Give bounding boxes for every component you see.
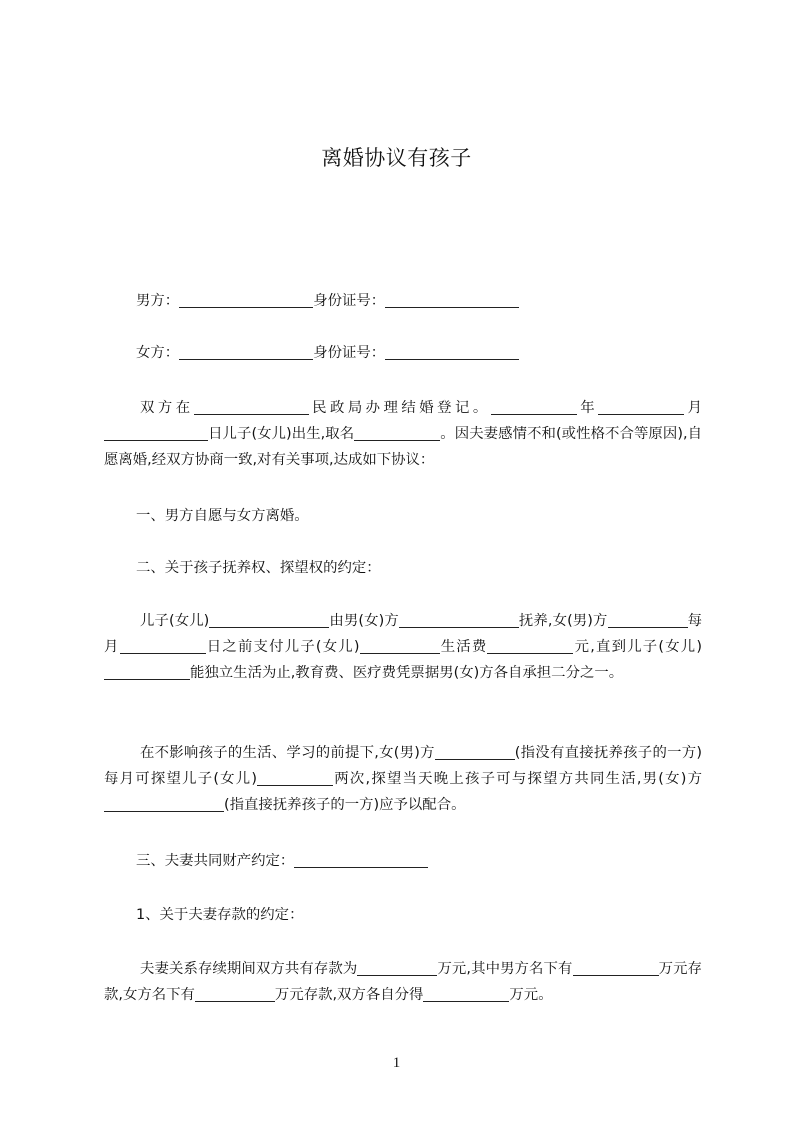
male-party-line — [104, 288, 702, 314]
section-3: 三、夫妻共同财产约定： — [136, 853, 295, 869]
intro-year: 年 — [576, 400, 599, 416]
custody-text-3: 抚养,女(男)方 — [518, 613, 608, 629]
custodial-parent-blank — [104, 795, 224, 812]
visitation-text-4: (指直接抚养孩子的一方)应予以配合。 — [224, 797, 466, 813]
support-amount-blank — [487, 637, 573, 654]
savings-text-3: 万元存款,女方名下有 — [104, 961, 702, 1003]
support-day-blank — [120, 637, 206, 654]
female-party-line — [104, 340, 702, 366]
total-savings-blank — [357, 959, 437, 976]
visitation-text-3: 两次,探望当天晚上孩子可与探望方共同生活,男(女)方 — [333, 771, 702, 787]
section-2: 二、关于孩子抚养权、探望权的约定： — [136, 560, 381, 576]
female-label: 女方： — [136, 345, 180, 361]
support-until-blank — [104, 663, 190, 680]
visitation-paragraph — [104, 740, 702, 818]
intro-text-2: 民政局办理结婚登记。 — [308, 400, 491, 416]
intro-text-5: 日儿子(女儿)出生,取名 — [208, 426, 355, 442]
visiting-parent-blank — [435, 743, 515, 760]
registry-blank — [194, 398, 309, 415]
intro-paragraph — [104, 395, 702, 473]
document-title: 离婚协议有孩子 — [321, 146, 472, 170]
custody-text-8: 能独立生活为止,教育费、医疗费凭票据男(女)方各自承担二分之一。 — [190, 665, 624, 681]
custody-text-4: 每月 — [104, 613, 702, 655]
male-savings-blank — [573, 959, 659, 976]
day-blank — [104, 424, 208, 441]
male-id-label: 身份证号： — [313, 293, 386, 309]
year-blank — [491, 398, 577, 415]
child-name-blank — [354, 424, 440, 441]
visitation-text-1: 在不影响孩子的生活、学习的前提下,女(男)方 — [140, 745, 435, 761]
female-name-blank — [179, 343, 313, 360]
female-id-blank — [385, 343, 519, 360]
custody-text-1: 儿子(女儿) — [140, 613, 210, 629]
male-id-blank — [385, 291, 519, 308]
visit-frequency-blank — [257, 769, 333, 786]
female-savings-blank — [195, 985, 275, 1002]
female-id-label: 身份证号： — [313, 345, 386, 361]
custody-text-5: 日之前支付儿子(女儿) — [205, 639, 360, 655]
custody-text-2: 由男(女)方 — [329, 613, 399, 629]
savings-text-5: 万元。 — [509, 987, 553, 1003]
savings-text-4: 万元存款,双方各自分得 — [274, 987, 424, 1003]
section-1: 一、男方自愿与女方离婚。 — [136, 508, 309, 524]
support-child-blank — [360, 637, 440, 654]
male-label: 男方： — [136, 293, 180, 309]
intro-month: 月 — [684, 400, 702, 416]
intro-text-1: 双方在 — [140, 400, 194, 416]
month-blank — [598, 398, 684, 415]
custody-text-6: 生活费 — [439, 639, 488, 655]
section-3-line — [104, 848, 702, 874]
savings-paragraph — [104, 956, 702, 1008]
custody-text-7: 元,直到儿子(女儿) — [573, 639, 702, 655]
male-name-blank — [179, 291, 313, 308]
intro-text-6: 。因夫妻感情不和(或性格不合等原因),自愿离婚,经双方协商一致,对有关事项,达成如下协议： — [104, 426, 702, 468]
savings-text-2: 万元,其中男方名下有 — [437, 961, 573, 977]
visitation-text-2: (指没有直接抚养孩子的一方)每月可探望儿子(女儿) — [104, 745, 702, 787]
custody-child-blank — [209, 611, 329, 628]
support-parent-blank — [608, 611, 688, 628]
custody-parent-blank — [399, 611, 519, 628]
property-blank — [294, 851, 428, 868]
section-3-1: 1、关于夫妻存款的约定： — [136, 907, 304, 923]
custody-paragraph — [104, 608, 702, 686]
split-savings-blank — [423, 985, 509, 1002]
savings-text-1: 夫妻关系存续期间双方共有存款为 — [140, 961, 358, 977]
page-number: 1 — [392, 1055, 401, 1071]
